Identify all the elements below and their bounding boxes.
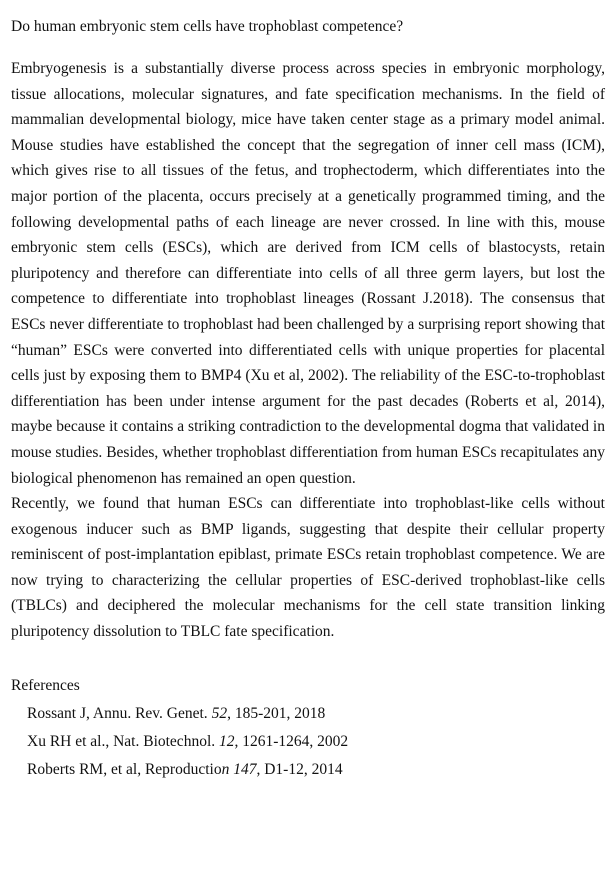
paragraph-2: Recently, we found that human ESCs can differentiate into trophoblast-like cells without exogenous inducer such as BMP ligands, suggesting that despite their cellular property reminiscent of post-implantation epiblast, primate ESCs retain trophoblast competence. We are now trying to characterizing the cellular properties of ESC-derived trophoblast-like cells (TBLCs) and deciphered the molecular mechanisms for the cell state transition linking pluripotency dissolution to TBLC fate specification. xyxy=(11,495,605,641)
reference-text: Rossant J, Annu. Rev. Genet. xyxy=(27,704,212,722)
reference-pages: , 1261-1264, 2002 xyxy=(234,732,349,750)
reference-text: Xu RH et al., Nat. Biotechnol. xyxy=(27,732,219,750)
reference-volume: 52 xyxy=(211,704,228,722)
references-list xyxy=(11,704,605,780)
reference-pages: , 185-201, 2018 xyxy=(227,704,326,722)
document-title: Do human embryonic stem cells have trophoblast competence? xyxy=(11,18,404,35)
reference-item-2 xyxy=(27,732,605,752)
reference-item-1 xyxy=(27,704,605,724)
paragraph-1: Embryogenesis is a substantially diverse process across species in embryonic morphology, tissue allocations, molecular signatures, and fate specification mechanisms. In the field of mammalian developmental biology, mice have taken center stage as a primary model animal. Mouse studies have established the concept that the segregation of inner cell mass (ICM), which gives rise to all tissues of the fetus, and trophectoderm, which differentiates into the major portion of the placenta, occurs precisely at a genetically programmed timing, and the following developmental paths of each lineage are never crossed. In line with this, mouse embryonic stem cells (ESCs), which are derived from ICM cells of blastocysts, retain pluripotency and therefore can differentiate into cells of all three germ layers, but lost the competence to differentiate into trophoblast lineages (Rossant J.2018). The consensus that ESCs never differentiate to trophoblast had been challenged by a surprising report showing that “human” ESCs were converted into differentiated cells with unique properties for placental cells just by exposing them to BMP4 (Xu et al, 2002). The reliability of the ESC-to-trophoblast differentiation has been under intense argument for the past decades (Roberts et al, 2014), maybe because it contains a striking contradiction to the developmental dogma that validated in mouse studies. Besides, whether trophoblast differentiation from human ESCs recapitulates any biological phenomenon has remained an open question. xyxy=(11,60,605,487)
reference-item-3 xyxy=(27,760,605,780)
reference-volume: n 147 xyxy=(221,760,257,778)
reference-text: Roberts RM, et al, Reproductio xyxy=(27,760,222,778)
references-heading: References xyxy=(11,676,80,694)
reference-pages: , D1-12, 2014 xyxy=(256,760,343,778)
reference-volume: 12 xyxy=(219,732,235,750)
